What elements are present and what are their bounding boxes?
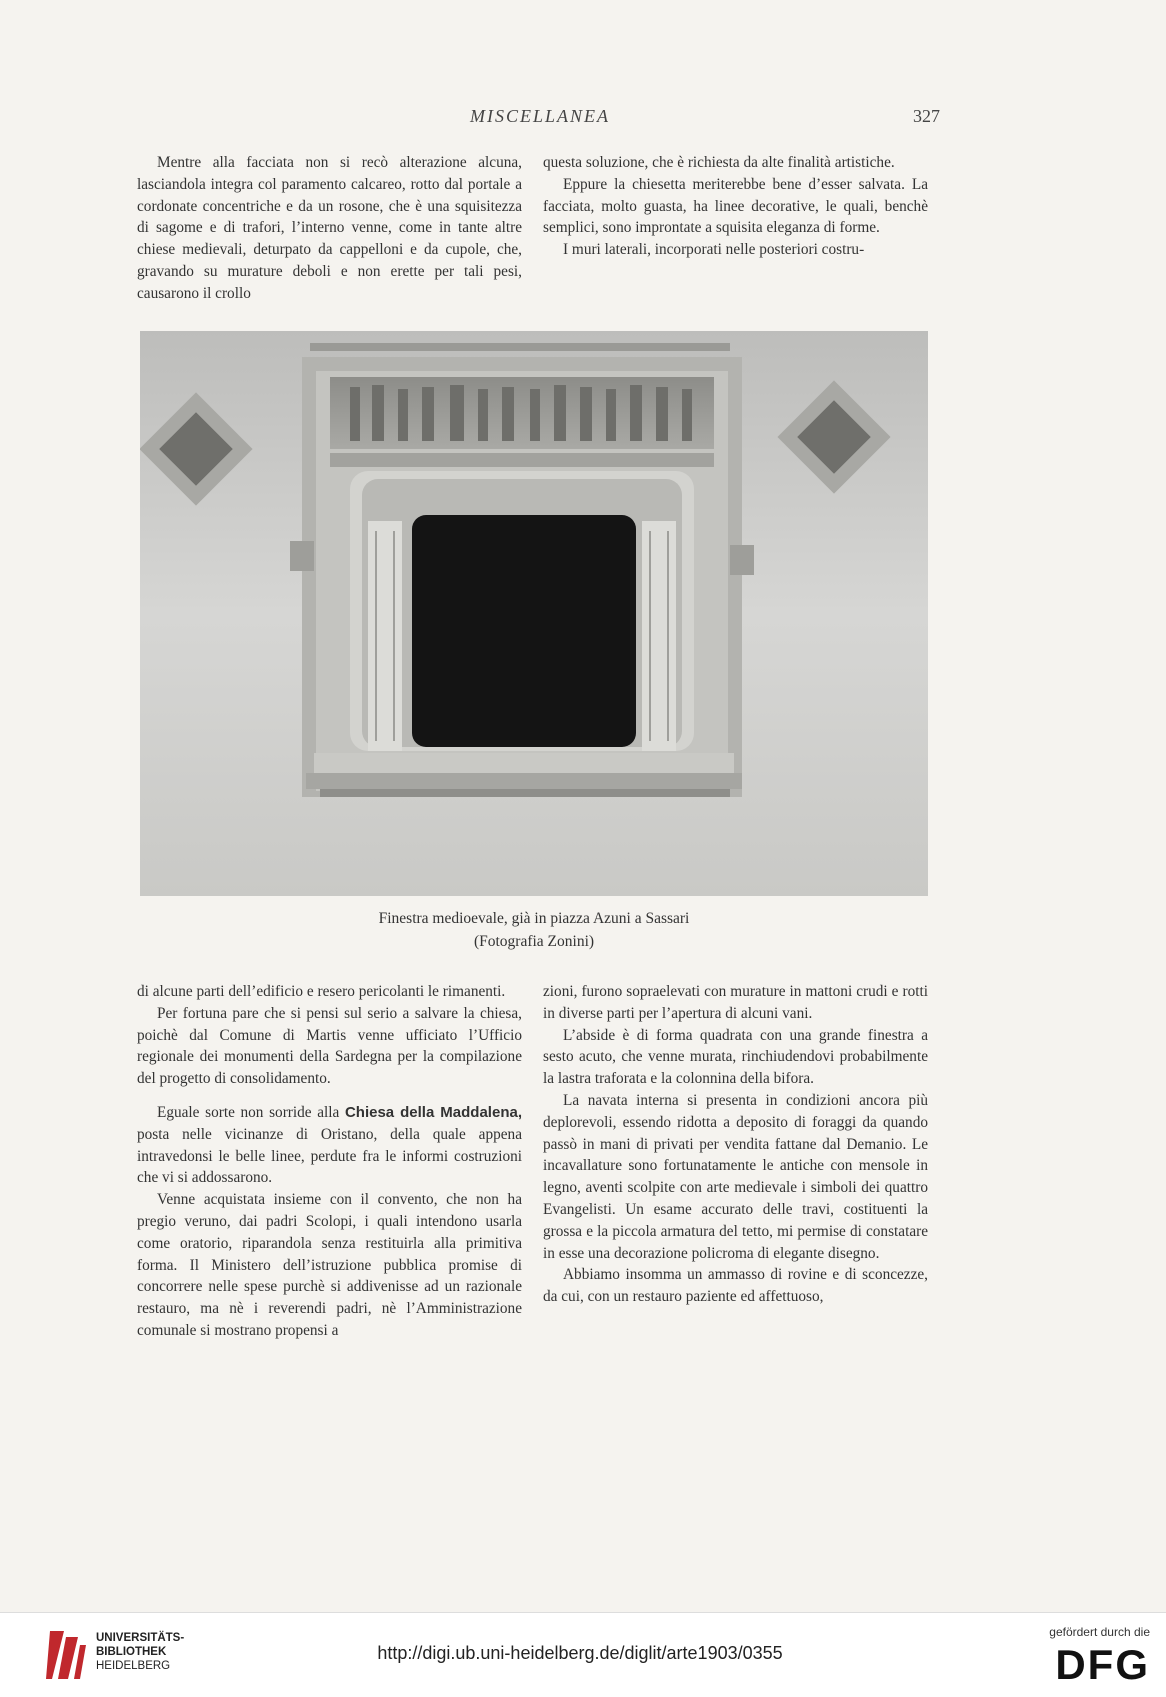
paragraph: Eppure la chiesetta meriterebbe bene d’esser salvata. La facciata, molto guasta, ha linee decorative, le quali, benchè semplici, sono improntate a squisita eleganza di forme. — [543, 175, 928, 237]
running-head — [0, 106, 1166, 130]
funding-note: gefördert durch die — [1049, 1625, 1150, 1639]
church-name: Chiesa della Maddalena, — [344, 1103, 522, 1121]
paragraph: zioni, furono sopraelevati con murature in mattoni crudi e rotti in diverse parti per l’apertura di alcuni vani. — [543, 983, 928, 1022]
paragraph: I muri laterali, incorporati nelle posteriori costru- — [563, 241, 865, 259]
column-bottom-right — [543, 981, 928, 1308]
paragraph: questa soluzione, che è richiesta da alte finalità artistiche. — [543, 154, 895, 171]
paragraph: Venne acquistata insieme con il convento, che non ha pregio veruno, dai padri Scolopi, i quali intendono usarla come oratorio, riparandola senza restituirla alla primitiva forma. Il Ministero dell’istruzione pubblica promise di concorrere nelle spese purchè si addivenisse ad un razionale restauro, ma nè i reverendi padri, nè l’Amministrazione comunale si mostrano propensi a — [137, 1191, 522, 1339]
library-name-line: BIBLIOTHEK — [96, 1646, 167, 1658]
column-top-right — [543, 152, 928, 261]
paragraph: Per fortuna pare che si pensi sul serio a salvare la chiesa, poichè dal Comune di Martis venne ufficiato l’Ufficio regionale dei monumenti della Sardegna per la compilazione del progetto di consolidamento. — [137, 1004, 522, 1088]
paragraph: L’abside è di forma quadrata con una grande finestra a sesto acuto, che venne murata, rinchiudendovi probabilmente la lastra traforata e la colonnina della bifora. — [543, 1026, 928, 1088]
running-title: MISCELLANEA — [469, 106, 610, 126]
window-photograph — [140, 331, 928, 896]
paragraph: La navata interna si presenta in condizioni ancora più deplorevoli, essendo ridotta a deposito di foraggi da quando passò in mani di privati per vendita fattane dal Demanio. Le incavallature sono fortunatamente le antiche con mensole in legno, aventi scolpite con arte medievale i simboli dei quattro Evangelisti. Un esame accurato delle travi, costituenti la grossa e la piccola armatura del tetto, mi permise di constatare in esse una decorazione policroma di elegante disegno. — [543, 1091, 928, 1262]
paragraph: Abbiamo insomma un ammasso di rovine e di sconcezze, da cui, con un restauro paziente ed affettuoso, — [543, 1266, 928, 1306]
digital-library-footer — [0, 1612, 1166, 1697]
figure-caption: Finestra medioevale, già in piazza Azuni a Sassari — [378, 910, 690, 927]
library-name — [96, 1631, 184, 1673]
column-top-left — [137, 152, 522, 305]
photo-illustration — [140, 331, 928, 896]
library-name-line: HEIDELBERG — [96, 1660, 171, 1672]
paragraph: di alcune parti dell’edificio e resero pericolanti le rimanenti. — [137, 983, 506, 1000]
library-name-line: UNIVERSITÄTS- — [96, 1632, 185, 1644]
figure-credit: (Fotografia Zonini) — [473, 933, 595, 950]
paragraph: Mentre alla facciata non si recò alterazione alcuna, lasciandola integra col paramento calcareo, rotto dal portale a cordonate concentriche e da un rosone, che è una squisitezza di sagome e di trafori, l’interno venne, come in tante altre chiese medievali, deturpato da cappelloni e da cupole, che, gravando su murature deboli e non erette per tali pesi, causarono il crollo — [137, 154, 522, 302]
university-library-logo-icon — [44, 1627, 88, 1683]
paragraph — [137, 1102, 522, 1189]
paragraph-text: Eguale sorte non sorride alla — [157, 1103, 345, 1121]
paragraph-text: posta nelle vicinanze di Oristano, della quale appena intravedonsi le belle linee, perdute fra le informi costruzioni che vi si addossarono. — [137, 1125, 522, 1187]
permalink-url[interactable]: http://digi.ub.uni-heidelberg.de/diglit/arte1903/0355 — [377, 1643, 783, 1663]
dfg-logo: DFG — [1055, 1641, 1150, 1688]
column-bottom-left — [137, 981, 522, 1342]
page-number: 327 — [913, 106, 940, 126]
